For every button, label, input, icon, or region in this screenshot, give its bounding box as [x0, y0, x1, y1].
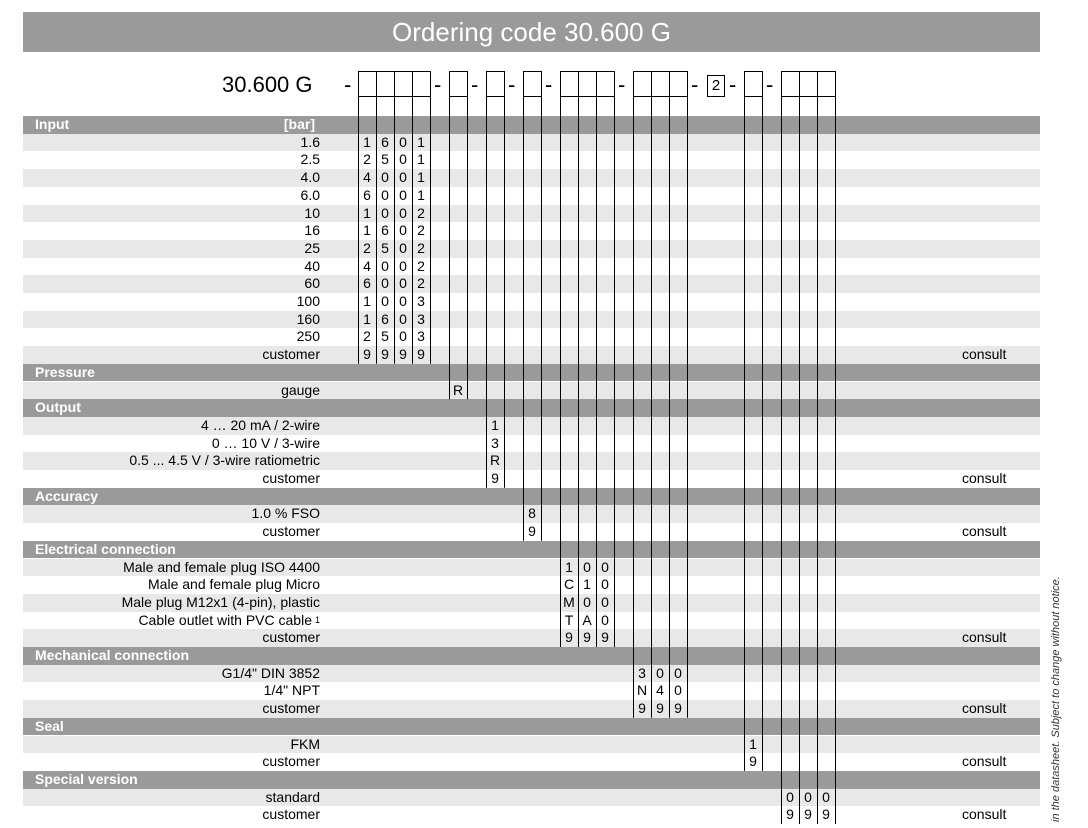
code-digit: 0 — [804, 788, 812, 805]
option-label — [23, 682, 320, 700]
code-digit: 0 — [399, 293, 407, 309]
option-label — [23, 435, 320, 453]
section-header — [23, 116, 1040, 134]
code-digit: 1 — [417, 151, 425, 168]
code-box-output[interactable] — [486, 71, 505, 97]
code-digit: A — [582, 611, 592, 628]
option-label-text: gauge — [281, 381, 320, 398]
option-label-text: customer — [262, 629, 320, 646]
code-digit: R — [452, 381, 464, 398]
code-digit: 3 — [417, 293, 425, 309]
option-label — [23, 576, 320, 594]
section-header — [23, 364, 1040, 382]
code-digit: 6 — [381, 133, 389, 150]
code-box-accuracy[interactable] — [523, 71, 542, 97]
code-digit: 6 — [363, 186, 371, 203]
option-row[interactable] — [23, 612, 1040, 630]
code-digit: 5 — [381, 151, 389, 168]
code-digit: 9 — [583, 629, 591, 646]
section-header — [23, 488, 1040, 506]
code-digit: R — [489, 452, 501, 469]
side-note — [1050, 0, 1070, 828]
section-title: Output — [35, 399, 81, 416]
code-separator: - — [344, 72, 352, 97]
option-label-text: 0 … 10 V / 3-wire — [211, 434, 320, 451]
code-digit: 9 — [822, 806, 830, 823]
code-digit: 0 — [399, 257, 407, 274]
code-digit: 2 — [417, 275, 425, 292]
option-label-text: 1.6 — [300, 133, 320, 150]
code-digit: 0 — [583, 558, 591, 575]
code-digit: 9 — [565, 629, 573, 646]
option-label-text: Male and female plug Micro — [148, 576, 320, 593]
code-digit: 9 — [528, 523, 536, 540]
option-label-text: 6.0 — [300, 186, 320, 203]
code-digit: 3 — [638, 664, 646, 681]
option-label-text: 1/4" NPT — [263, 682, 320, 699]
code-digit: 1 — [363, 310, 371, 327]
code-digit: 1 — [417, 169, 425, 186]
option-label — [23, 258, 320, 276]
code-box-mechanical-connection[interactable] — [633, 71, 688, 97]
section-header — [23, 718, 1040, 736]
option-row[interactable] — [23, 134, 1040, 152]
option-label — [23, 187, 320, 205]
code-digit: 1 — [363, 204, 371, 221]
option-label-text: 250 — [296, 328, 320, 345]
option-row[interactable] — [23, 328, 1040, 346]
code-digit: 0 — [786, 788, 794, 805]
option-row[interactable] — [23, 435, 1040, 453]
option-label-text: G1/4" DIN 3852 — [221, 664, 320, 681]
code-box-special-version[interactable] — [781, 71, 836, 97]
code-digit: 1 — [491, 416, 499, 433]
consult-note: consult — [962, 806, 1007, 823]
option-label — [23, 452, 320, 470]
option-label — [23, 151, 320, 169]
option-row[interactable] — [23, 205, 1040, 223]
option-row[interactable] — [23, 382, 1040, 400]
option-label — [23, 700, 320, 718]
section-title: Accuracy — [35, 487, 99, 504]
option-row[interactable] — [23, 736, 1040, 754]
option-label-text: customer — [262, 806, 320, 823]
option-label-text: standard — [265, 788, 320, 805]
option-row[interactable] — [23, 275, 1040, 293]
option-row[interactable] — [23, 629, 1040, 647]
option-label — [23, 523, 320, 541]
option-label-text: 1.0 % FSO — [251, 505, 320, 522]
section-title: Seal — [35, 717, 64, 734]
code-digit: 6 — [363, 275, 371, 292]
option-label — [23, 205, 320, 223]
option-row[interactable] — [23, 169, 1040, 187]
code-digit: 9 — [674, 700, 682, 717]
code-digit: M — [563, 593, 575, 610]
code-digit: 1 — [363, 133, 371, 150]
option-row[interactable] — [23, 222, 1040, 240]
consult-note: consult — [962, 470, 1007, 486]
option-label-text: 2.5 — [300, 151, 320, 168]
code-digit: 0 — [381, 257, 389, 274]
code-digit: 0 — [601, 611, 609, 628]
option-label — [23, 293, 320, 311]
section-title: Special version — [35, 770, 138, 787]
code-digit: 0 — [399, 310, 407, 327]
code-digit: 9 — [491, 470, 499, 486]
section-title: Mechanical connection — [35, 647, 190, 663]
option-label — [23, 417, 320, 435]
side-note-text: in the datasheet. Subject to change without notice. — [1050, 576, 1062, 822]
code-digit: 2 — [417, 222, 425, 239]
code-separator: - — [471, 72, 479, 97]
code-digit: 0 — [399, 133, 407, 150]
code-digit: 4 — [363, 169, 371, 186]
option-row[interactable] — [23, 753, 1040, 771]
option-label-text: Male and female plug ISO 4400 — [123, 558, 320, 575]
option-label-text: 0.5 ... 4.5 V / 3-wire ratiometric — [129, 452, 320, 469]
code-digit: 2 — [363, 151, 371, 168]
option-label — [23, 629, 320, 647]
code-separator: - — [618, 72, 626, 97]
section-header — [23, 647, 1040, 665]
option-row[interactable] — [23, 682, 1040, 700]
option-row[interactable] — [23, 789, 1040, 807]
option-label-text: Cable outlet with PVC cable — [138, 611, 312, 628]
code-digit: 0 — [381, 275, 389, 292]
code-digit: 0 — [674, 682, 682, 699]
code-digit: 9 — [786, 806, 794, 823]
code-digit: 1 — [583, 576, 591, 593]
option-label — [23, 753, 320, 771]
code-digit: 1 — [417, 133, 425, 150]
code-digit: 9 — [749, 753, 757, 770]
code-digit: 2 — [417, 257, 425, 274]
option-label — [23, 665, 320, 683]
option-label — [23, 311, 320, 329]
option-row[interactable] — [23, 665, 1040, 683]
code-digit: C — [563, 576, 575, 593]
option-row[interactable] — [23, 346, 1040, 364]
code-digit: 0 — [399, 239, 407, 256]
option-row[interactable] — [23, 576, 1040, 594]
section-title: Input — [35, 116, 70, 132]
code-separator: - — [545, 72, 553, 97]
code-digit: 0 — [381, 204, 389, 221]
code-separator: - — [729, 72, 737, 97]
code-box-seal[interactable] — [744, 71, 763, 97]
code-digit: 6 — [381, 222, 389, 239]
option-row[interactable] — [23, 505, 1040, 523]
code-digit: 1 — [363, 293, 371, 309]
code-digit: 0 — [399, 169, 407, 186]
option-label — [23, 169, 320, 187]
section-header — [23, 541, 1040, 559]
code-separator: - — [434, 72, 442, 97]
code-digit: 1 — [565, 558, 573, 575]
page-title: Ordering code 30.600 G — [23, 12, 1040, 52]
option-row[interactable] — [23, 311, 1040, 329]
code-separator: - — [691, 72, 699, 97]
option-row[interactable] — [23, 417, 1040, 435]
code-digit: 8 — [528, 505, 536, 522]
option-label-text: 100 — [296, 293, 320, 309]
code-digit: 0 — [674, 664, 682, 681]
code-separator: - — [508, 72, 516, 97]
code-digit: 2 — [417, 204, 425, 221]
section-title: Electrical connection — [35, 540, 176, 557]
section-header — [23, 771, 1040, 789]
code-digit: 2 — [363, 239, 371, 256]
code-digit: 9 — [399, 346, 407, 363]
code-digit: 5 — [381, 328, 389, 345]
option-label-text: 4.0 — [300, 169, 320, 186]
option-label — [23, 470, 320, 488]
code-digit: 0 — [399, 328, 407, 345]
consult-note: consult — [962, 700, 1007, 717]
option-label — [23, 505, 320, 523]
code-digit: 0 — [381, 186, 389, 203]
option-label — [23, 559, 320, 577]
section-header — [23, 399, 1040, 417]
code-digit: 4 — [363, 257, 371, 274]
code-digit: 9 — [601, 629, 609, 646]
option-label — [23, 612, 320, 630]
option-label-text: 10 — [304, 204, 320, 221]
option-label — [23, 328, 320, 346]
option-label-text: customer — [262, 470, 320, 486]
code-digit: 0 — [381, 169, 389, 186]
option-label — [23, 806, 320, 824]
code-digit: 0 — [583, 593, 591, 610]
footnote-marker: 1 — [314, 614, 320, 625]
code-box-input[interactable] — [358, 71, 431, 97]
code-digit: 1 — [417, 186, 425, 203]
option-label — [23, 789, 320, 807]
code-separator: - — [766, 72, 774, 97]
code-box-pressure[interactable] — [449, 71, 468, 97]
consult-note: consult — [962, 753, 1007, 770]
option-label-text: customer — [262, 523, 320, 540]
code-box-electrical-connection[interactable] — [560, 71, 615, 97]
consult-note: consult — [962, 523, 1007, 540]
option-label — [23, 346, 320, 364]
option-label-text: FKM — [290, 735, 320, 752]
option-row[interactable] — [23, 452, 1040, 470]
code-digit: 0 — [399, 151, 407, 168]
code-digit: 9 — [363, 346, 371, 363]
code-digit: 1 — [363, 222, 371, 239]
code-digit: 0 — [601, 593, 609, 610]
option-row[interactable] — [23, 151, 1040, 169]
option-label-text: customer — [262, 753, 320, 770]
product-code: 30.600 G — [222, 72, 313, 97]
option-label — [23, 382, 320, 400]
option-row[interactable] — [23, 523, 1040, 541]
code-digit: 9 — [638, 700, 646, 717]
option-row[interactable] — [23, 187, 1040, 205]
option-label-text: 4 … 20 mA / 2-wire — [200, 416, 320, 433]
code-digit: 0 — [399, 275, 407, 292]
option-label-text: customer — [262, 700, 320, 717]
code-digit: 9 — [656, 700, 664, 717]
option-label — [23, 222, 320, 240]
consult-note: consult — [962, 346, 1007, 363]
code-digit: 5 — [381, 239, 389, 256]
option-label — [23, 736, 320, 754]
code-digit: 9 — [381, 346, 389, 363]
option-label-text: 60 — [304, 275, 320, 292]
code-digit: 4 — [656, 682, 664, 699]
code-digit: 3 — [417, 310, 425, 327]
option-label-text: customer — [262, 346, 320, 363]
code-digit: 3 — [491, 434, 499, 451]
code-digit: 0 — [399, 222, 407, 239]
section-title: Pressure — [35, 363, 95, 380]
consult-note: consult — [962, 629, 1007, 646]
option-row[interactable] — [23, 240, 1040, 258]
option-row[interactable] — [23, 806, 1040, 824]
option-label-text: Male plug M12x1 (4-pin), plastic — [121, 593, 320, 610]
unit-label: [bar] — [283, 116, 315, 132]
code-digit: 0 — [399, 204, 407, 221]
option-label-text: 16 — [304, 222, 320, 239]
option-row[interactable] — [23, 293, 1040, 311]
code-digit: 0 — [381, 293, 389, 309]
code-digit: 2 — [363, 328, 371, 345]
code-digit: N — [636, 682, 648, 699]
code-digit: 0 — [601, 576, 609, 593]
option-row[interactable] — [23, 700, 1040, 718]
option-label-text: 160 — [296, 310, 320, 327]
code-digit: 1 — [749, 735, 757, 752]
option-row[interactable] — [23, 559, 1040, 577]
option-label — [23, 134, 320, 152]
option-row[interactable] — [23, 470, 1040, 488]
option-row[interactable] — [23, 594, 1040, 612]
code-digit: 3 — [417, 328, 425, 345]
code-digit: 0 — [656, 664, 664, 681]
option-label-text: 40 — [304, 257, 320, 274]
code-digit: 6 — [381, 310, 389, 327]
option-label — [23, 594, 320, 612]
code-digit: 9 — [417, 346, 425, 363]
code-digit: 2 — [417, 239, 425, 256]
code-digit: 9 — [804, 806, 812, 823]
code-digit: 0 — [399, 186, 407, 203]
option-label — [23, 240, 320, 258]
code-digit: 0 — [601, 558, 609, 575]
code-digit: T — [564, 611, 574, 628]
fixed-code-digit: 2 — [707, 75, 725, 97]
option-label — [23, 275, 320, 293]
option-label-text: 25 — [304, 239, 320, 256]
code-digit: 0 — [822, 788, 830, 805]
option-row[interactable] — [23, 258, 1040, 276]
